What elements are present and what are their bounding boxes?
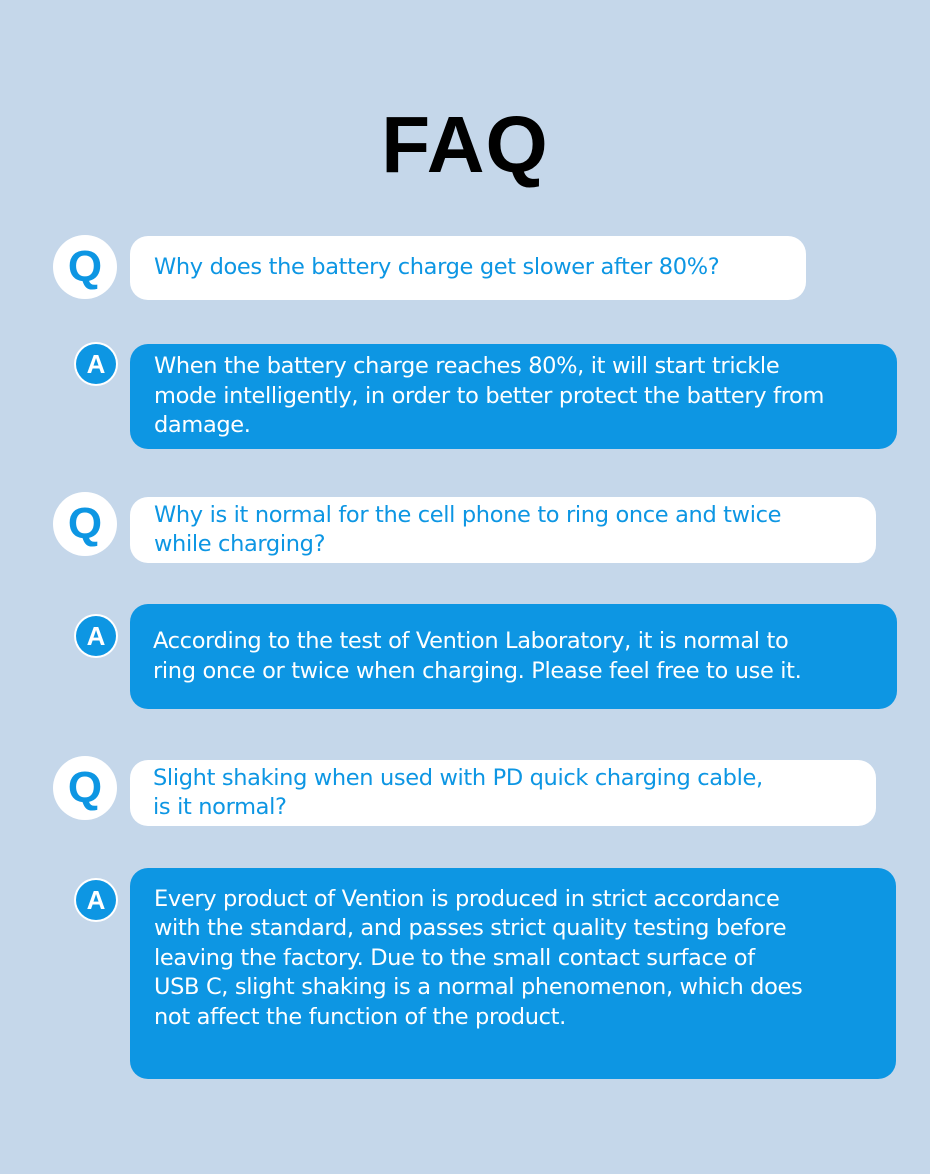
question-badge-1: Q: [53, 235, 117, 299]
answer-badge-3: A: [76, 880, 116, 920]
answer-badge-2: A: [76, 616, 116, 656]
answer-bubble-3: Every product of Vention is produced in strict accordance with the standard, and passes strict quality testing before leaving the factory. Due to the small contact surface of USB C, slight shaking is a normal phenomenon, which does not affect the function of the product.: [130, 868, 896, 1079]
answer-badge-1: A: [76, 344, 116, 384]
answer-bubble-1: When the battery charge reaches 80%, it will start trickle mode intelligently, in order to better protect the battery from damage.: [130, 344, 897, 449]
page-title: FAQ: [381, 100, 549, 189]
question-bubble-3: Slight shaking when used with PD quick charging cable, is it normal?: [130, 760, 876, 826]
question-badge-2: Q: [53, 492, 117, 556]
question-bubble-2: Why is it normal for the cell phone to ring once and twice while charging?: [130, 497, 876, 563]
answer-bubble-2: According to the test of Vention Laboratory, it is normal to ring once or twice when charging. Please feel free to use it.: [130, 604, 897, 709]
question-badge-3: Q: [53, 756, 117, 820]
question-bubble-1: Why does the battery charge get slower after 80%?: [130, 236, 806, 300]
